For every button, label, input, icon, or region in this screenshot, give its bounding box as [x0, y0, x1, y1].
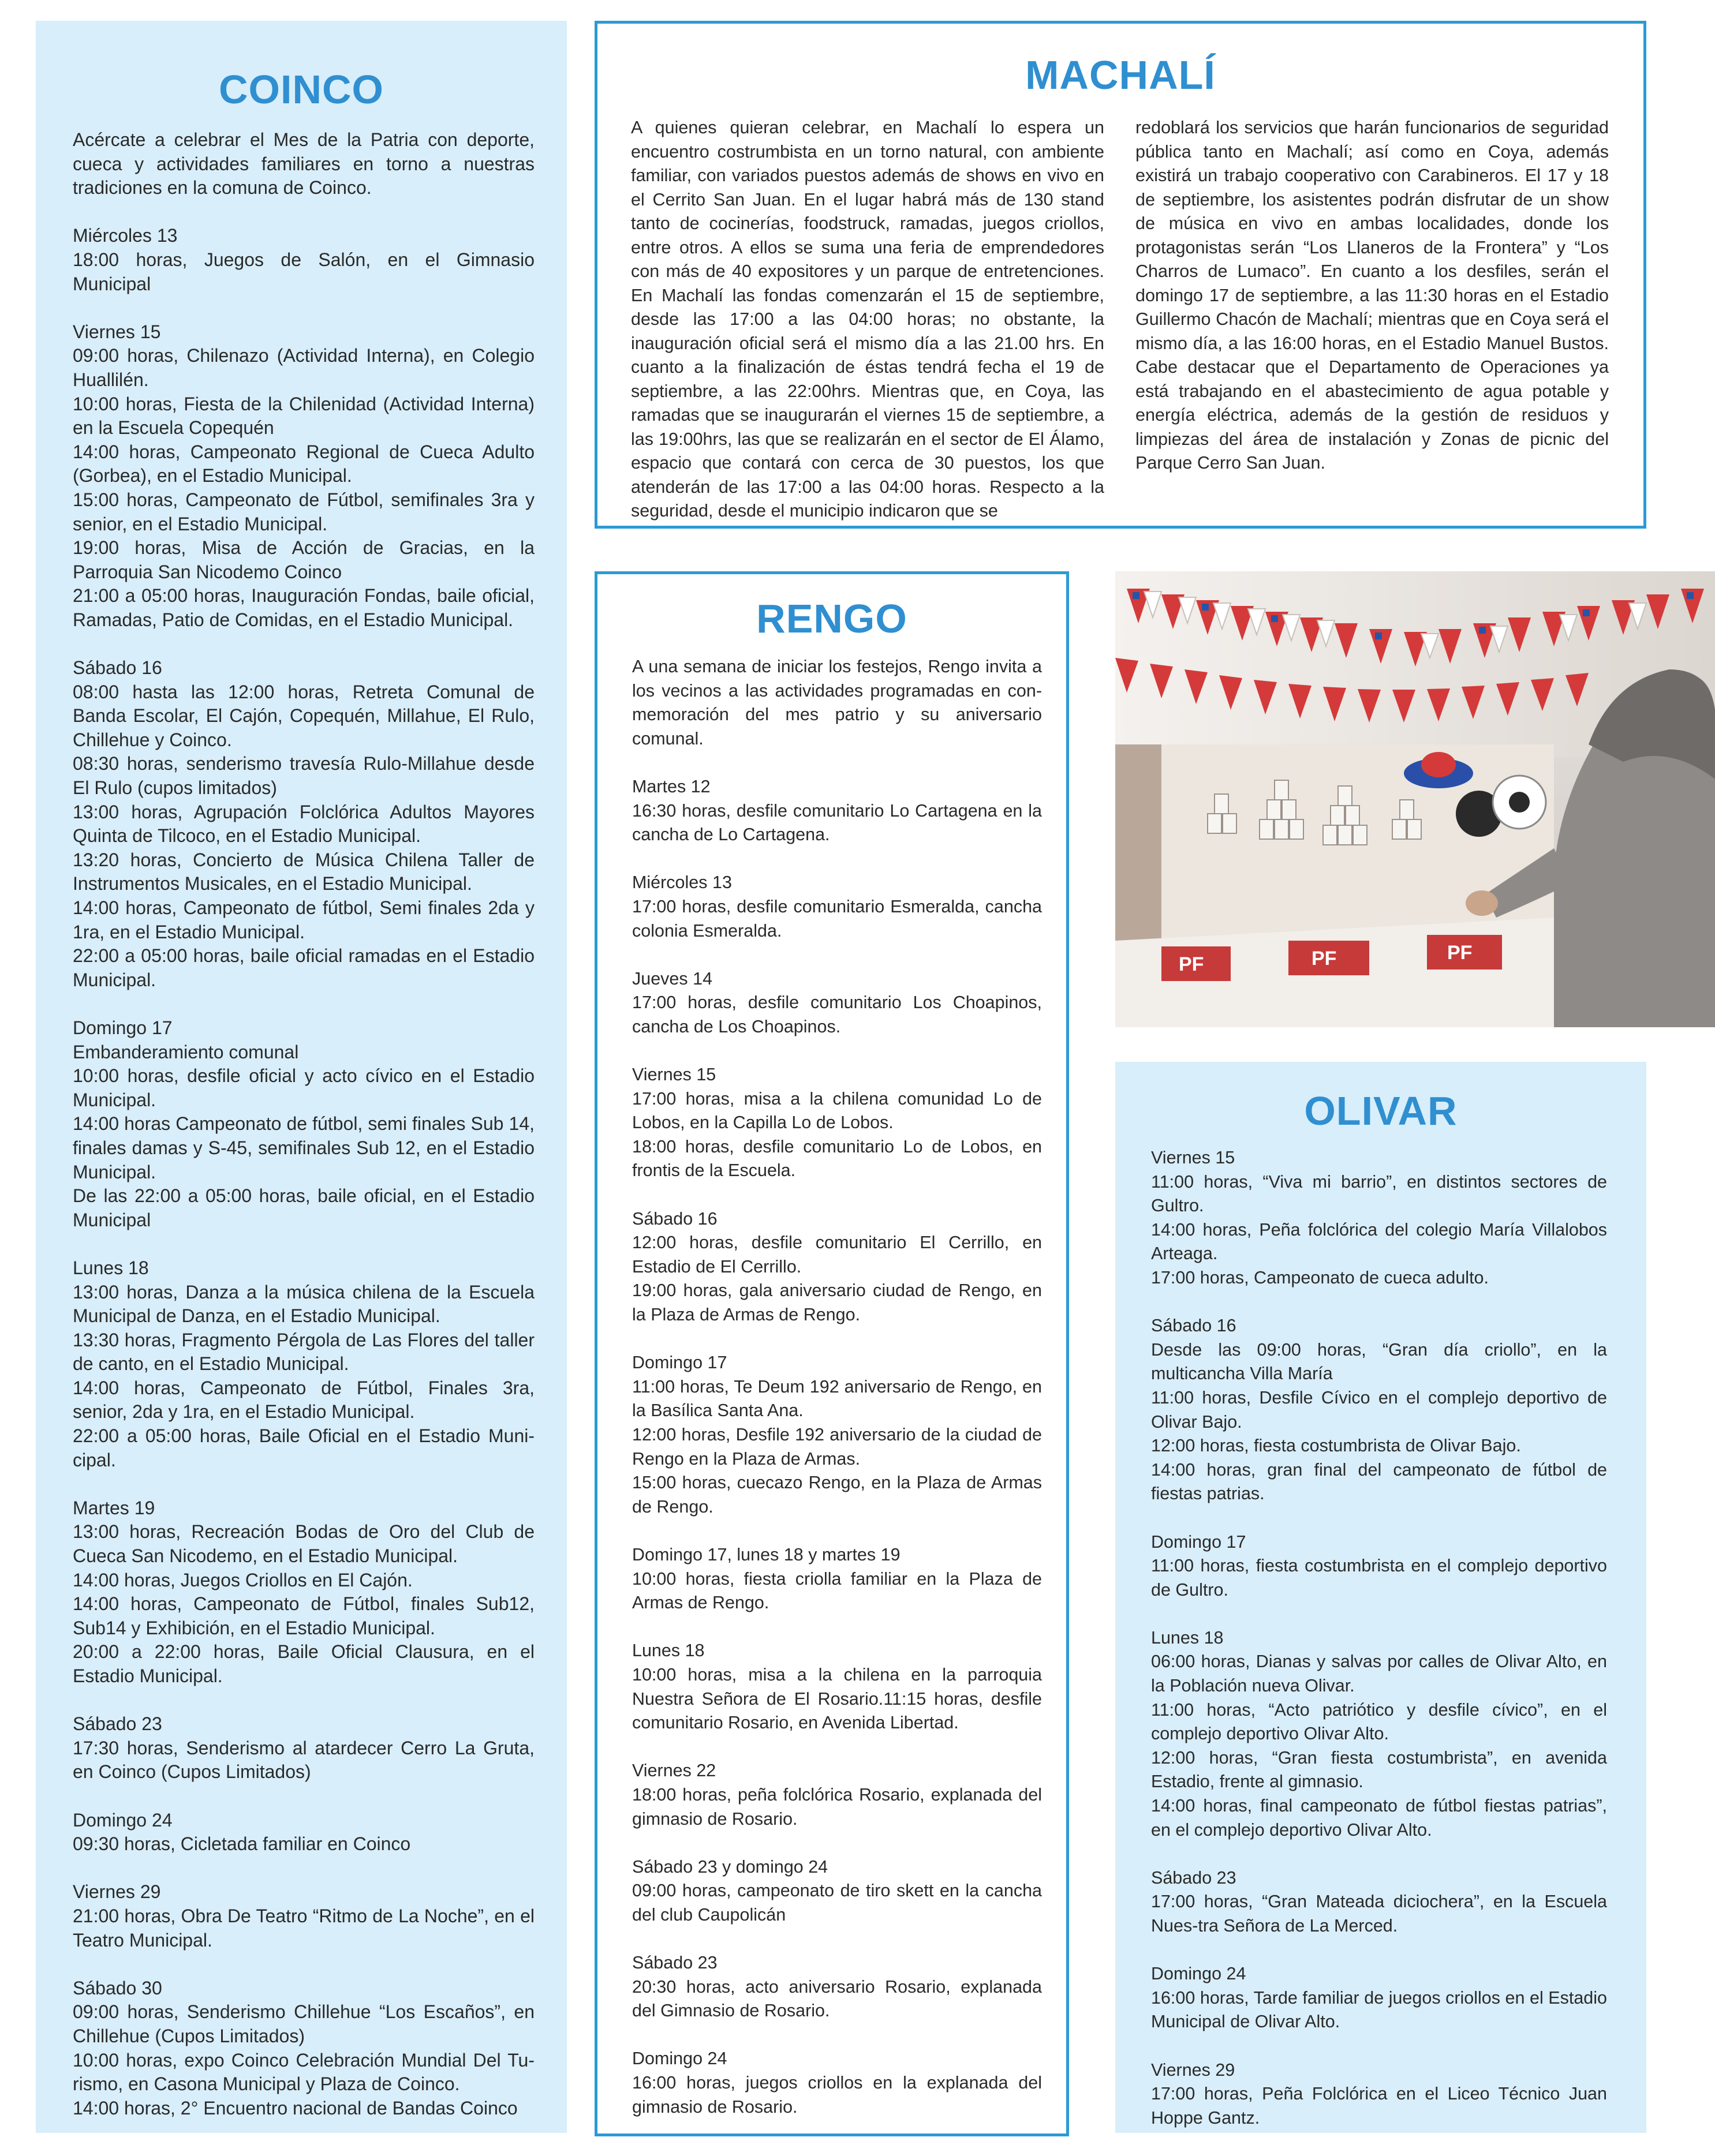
coinco-title: COINCO — [219, 67, 384, 112]
olivar-title: OLIVAR — [1304, 1088, 1458, 1133]
pf-logo-3: PF — [1447, 942, 1473, 964]
rengo-title: RENGO — [756, 596, 907, 641]
machali-column-2: redoblará los servicios que harán funcionarios de seguridad pública tanto en Machalí; así como en Coya, además existirá un trabajo cooperativo con Carabineros. El 17 y 18 de septiembre, los asistentes podrán disfrutar de un show de música en vivo en ambas localidades, donde los protagonistas serán “Los Llaneros de la Frontera” y “Los Charros de Lumaco”. En cuanto a los desfiles, serán el domingo 17 de septiembre, a las 11:30 horas en el Estadio Guillermo Chacón de Machalí; mientras que en Coya será el mismo día, a las 16:00 horas, en el Estadio Manuel Bustos. Cabe destacar que el Departamento de Operaciones ya está trabajando en el abastecimiento de agua potable y energía eléctrica, además de la gestión de residuos y limpiezas del área de instalación y Zonas de picnic del Parque Cerro San Juan. — [1135, 118, 1609, 473]
coinco-panel — [36, 21, 567, 2133]
pf-logo-2: PF — [1312, 948, 1337, 970]
coinco-schedule: Acércate a celebrar el Mes de la Patria con deporte, cueca y actividades familiares en torno a nuestras tradiciones en la comuna de Coinco. Miércoles 13 18:00 horas, Juegos de Salón, en el Gimnasio Municipal Viernes 15 09:00 horas, Chilenazo (Actividad Interna), en Colegio Huallilén. 10:00 horas, Fiesta de la Chilenidad (Actividad Interna) en la Escuela Copequén 14:00 horas, Campeonato Regional de Cueca Adulto (Gorbea), en el Estadio Municipal. 15:00 horas, Campeonato de Fútbol, semifinales 3ra y senior, en el Estadio Municipal. 19:00 horas, Misa de Acción de Gracias, en la Parroquia San Nicodemo Coinco 21:00 a 05:00 horas, Inauguración Fondas, baile oficial, Ramadas, Patio de Comidas, en el Estadio Municipal. Sábado 16 08:00 hasta las 12:00 horas, Retreta Comunal de Banda Escolar, El Cajón, Copequén, Millahue, El Rulo, Chillehue y Coinco. 08:30 horas, senderismo travesía Rulo-Millahue desde El Rulo (cupos limitados) 13:00 horas, Agrupación Folclórica Adultos Mayores Quinta de Tilcoco, en el Estadio Municipal. 13:20 horas, Concierto de Música Chilena Taller de Instrumentos Musicales, en el Estadio Municipal. 14:00 horas, Campeonato de fútbol, Semi finales 2da y 1ra, en el Estadio Municipal. 22:00 a 05:00 horas, baile oficial ramadas en el Estadio Municipal. Domingo 17 Embanderamiento comunal 10:00 horas, desfile oficial y acto cívico en el Estadio Municipal. 14:00 horas Campeonato de fútbol, semi finales Sub 14, finales damas y S-45, semifinales Sub 12, en el Estadio Municipal. De las 22:00 a 05:00 horas, baile oficial, en el Estadio Municipal Lunes 18 13:00 horas, Danza a la música chilena de la Escuela Municipal de Danza, en el Estadio Municipal. 13:30 horas, Fragmento Pérgola de Las Flores del taller de canto, en el Estadio Municipal. 14:00 horas, Campeonato de Fútbol, Finales 3ra, senior, 2da y 1ra, en el Estadio Municipal. 22:00 a 05:00 horas, Baile Oficial en el Estadio Muni-cipal. Martes 19 13:00 horas, Recreación Bodas de Oro del Club de Cueca San Nicodemo, en el Estadio Municipal. 14:00 horas, Juegos Criollos en El Cajón. 14:00 horas, Campeonato de Fútbol, finales Sub12, Sub14 y Exhibición, en el Estadio Municipal. 20:00 a 22:00 horas, Baile Oficial Clausura, en el Estadio Municipal. Sábado 23 17:30 horas, Senderismo al atardecer Cerro La Gruta, en Coinco (Cupos Limitados) Domingo 24 09:30 horas, Cicletada familiar en Coinco Viernes 29 21:00 horas, Obra De Teatro “Ritmo de La Noche”, en el Teatro Municipal. Sábado 30 09:00 horas, Senderismo Chillehue “Los Escaños”, en Chillehue (Cupos Limitados) 10:00 horas, expo Coinco Celebración Mundial Del Tu-rismo, en Casona Municipal y Plaza de Coinco. 14:00 horas, 2° Encuentro nacional de Bandas Coinco — [73, 129, 535, 2118]
pf-logo-1: PF — [1179, 953, 1204, 975]
olivar-schedule: Viernes 15 11:00 horas, “Viva mi barrio”, en distintos sectores de Gultro. 14:00 horas, Peña folclórica del colegio María Villalobos Arteaga. 17:00 horas, Campeonato de cueca adulto. Sábado 16 Desde las 09:00 horas, “Gran día criollo”, en la multicancha Villa María 11:00 horas, Desfile Cívico en el complejo deportivo de Olivar Bajo. 12:00 horas, fiesta costumbrista de Olivar Bajo. 14:00 horas, gran final del campeonato de fútbol de fiestas patrias. Domingo 17 11:00 horas, fiesta costumbrista en el complejo deportivo de Gultro. Lunes 18 06:00 horas, Dianas y salvas por calles de Olivar Alto, en la Población nueva Olivar. 11:00 horas, “Acto patriótico y desfile cívico”, en el complejo deportivo Olivar Alto. 12:00 horas, “Gran fiesta costumbrista”, en avenida Estadio, frente al gimnasio. 14:00 horas, final campeonato de fútbol fiestas patrias”, en el complejo deportivo Olivar Alto. Sábado 23 17:00 horas, “Gran Mateada diciochera”, en la Escuela Nues-tra Señora de La Merced. Domingo 24 16:00 horas, Tarde familiar de juegos criollos en el Estadio Municipal de Olivar Alto. Viernes 29 17:00 horas, Peña Folclórica en el Liceo Técnico Juan Hoppe Gantz. — [1151, 1148, 1607, 2128]
fonda-photo — [1115, 571, 1715, 1027]
machali-title: MACHALÍ — [1025, 53, 1216, 98]
fonda-photo-illustration — [1115, 571, 1715, 1027]
rengo-panel — [595, 571, 1069, 2136]
machali-panel — [595, 21, 1646, 529]
machali-column-1: A quienes quieran celebrar, en Machalí lo espera un encuentro costrumbista en un torno natural, con ambiente familiar, con variados puestos además de shows en vivo en el Cerrito San Juan. En el lugar habrá más de 130 stand tanto de cocinerías, foodstruck, ramadas, juegos criollos, entre otros. A ellos se suma una feria de emprendedores con más de 40 expositores y un parque de entretenciones. En Machalí las fondas comenzarán el 15 de septiembre, desde las 17:00 a las 04:00 horas; no obstante, la inauguración oficial será el mismo día a las 21.00 hrs. En cuanto a la finalización de éstas tendrá fecha el 19 de septiembre, a las 22:00hrs. Mientras que, en Coya, las ramadas que se inaugurarán el viernes 15 de septiembre, a las 19:00hrs, las que se realizarán en el sector de El Álamo, espacio que contará con cerca de 30 puestos, los que atenderán de las 17:00 a las 04:00 horas. Respecto a la seguridad, desde el municipio indicaron que se — [631, 118, 1104, 521]
olivar-panel — [1115, 1062, 1646, 2133]
rengo-schedule: A una semana de iniciar los festejos, Rengo invita a los vecinos a las actividades programadas en con-memoración del mes patrio y su aniversario comunal. Martes 12 16:30 horas, desfile comunitario Lo Cartagena en la cancha de Lo Cartagena. Miércoles 13 17:00 horas, desfile comunitario Esmeralda, cancha colonia Esmeralda. Jueves 14 17:00 horas, desfile comunitario Los Choapinos, cancha de Los Choapinos. Viernes 15 17:00 horas, misa a la chilena comunidad Lo de Lobos, en la Capilla Lo de Lobos. 18:00 horas, desfile comunitario Lo de Lobos, en frontis de la Escuela. Sábado 16 12:00 horas, desfile comunitario El Cerrillo, en Estadio de El Cerrillo. 19:00 horas, gala aniversario ciudad de Rengo, en la Plaza de Armas de Rengo. Domingo 17 11:00 horas, Te Deum 192 aniversario de Rengo, en la Basílica Santa Ana. 12:00 horas, Desfile 192 aniversario de la ciudad de Rengo en la Plaza de Armas. 15:00 horas, cuecazo Rengo, en la Plaza de Armas de Rengo. Domingo 17, lunes 18 y martes 19 10:00 horas, fiesta criolla familiar en la Plaza de Armas de Rengo. Lunes 18 10:00 horas, misa a la chilena en la parroquia Nuestra Señora de El Rosario.11:15 horas, desfile comunitario Rosario, en Avenida Libertad. Viernes 22 18:00 horas, peña folclórica Rosario, explanada del gimnasio de Rosario. Sábado 23 y domingo 24 09:00 horas, campeonato de tiro skett en la cancha del club Caupolicán Sábado 23 20:30 horas, acto aniversario Rosario, explanada del Gimnasio de Rosario. Domingo 24 16:00 horas, juegos criollos en la explanada del gimnasio de Rosario. — [632, 657, 1042, 2117]
